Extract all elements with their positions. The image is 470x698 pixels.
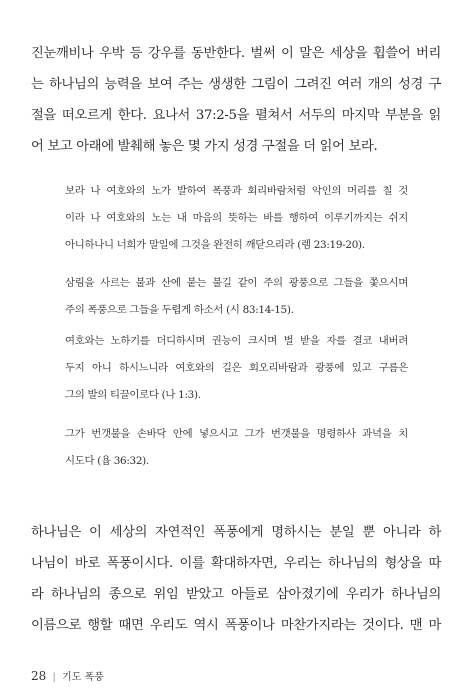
quote-line: 주의 폭풍으로 그들을 두렵게 하소서 (시 83:14-15). bbox=[65, 304, 294, 316]
scripture-quote bbox=[65, 178, 408, 259]
body-paragraph-top bbox=[31, 38, 441, 162]
text-line: 하나님은 이 세상의 자연적인 폭풍에게 명하시는 분일 뿐 아니라 하 bbox=[31, 525, 441, 540]
text-line: 절을 떠오르게 한다. 요나서 37:2-5을 펼쳐서 서두의 마지막 부분을 읽 bbox=[31, 108, 441, 123]
text-line: 라 하나님의 종으로 위임 받았고 아들로 삼아졌기에 우리가 하나님의 bbox=[31, 587, 441, 602]
book-title: 기도 폭풍 bbox=[62, 672, 104, 683]
quote-line: 여호와는 노하기를 더디하시며 권능이 크시며 벌 받을 자를 결코 내버려 bbox=[65, 335, 408, 347]
quote-line: 두지 아니 하시느니라 여호와의 길은 회오리바람과 광풍에 있고 구름은 bbox=[65, 362, 408, 374]
scripture-quote bbox=[65, 270, 408, 324]
scripture-quote bbox=[65, 328, 408, 409]
text-line: 나님이 바로 폭풍이시다. 이를 확대하자면, 우리는 하나님의 형상을 따 bbox=[31, 556, 441, 571]
quote-line: 보라 나 여호와의 노가 발하여 폭풍과 회리바람처럼 악인의 머리를 칠 것 bbox=[65, 185, 408, 197]
body-paragraph-bottom bbox=[31, 517, 441, 641]
page-number: 28 bbox=[31, 669, 47, 683]
text-line: 어 보고 아래에 발췌해 놓은 몇 가지 성경 구절을 더 읽어 보라. bbox=[31, 139, 378, 154]
quote-line: 시도다 (욥 36:32). bbox=[65, 455, 149, 467]
footer-separator: | bbox=[52, 672, 56, 683]
quote-line: 아니하나니 너희가 말일에 그것을 완전히 깨닫으리라 (렘 23:19-20). bbox=[65, 239, 365, 251]
text-line: 이름으로 행할 때면 우리도 역시 폭풍이나 마찬가지라는 것이다. 맨 마 bbox=[31, 618, 441, 633]
scripture-quote bbox=[65, 421, 408, 475]
quote-line: 이라 나 여호와의 노는 내 마음의 뜻하는 바를 행하여 이루기까지는 쉬지 bbox=[65, 212, 408, 224]
text-line: 진눈깨비나 우박 등 강우를 동반한다. 벌써 이 말은 세상을 휩쓸어 버리 bbox=[31, 46, 441, 61]
quote-line: 그의 발의 티끌이로다 (나 1:3). bbox=[65, 389, 201, 401]
quote-line: 그가 번갯불을 손바닥 안에 넣으시고 그가 번갯불을 명령하사 과녁을 치 bbox=[65, 428, 408, 440]
text-line: 는 하나님의 능력을 보여 주는 생생한 그림이 그려진 여러 개의 성경 구 bbox=[31, 77, 441, 92]
quote-line: 삼림을 사르는 불과 산에 붙는 불길 같이 주의 광풍으로 그들을 쫓으시며 bbox=[65, 277, 408, 289]
page-footer bbox=[31, 668, 104, 683]
